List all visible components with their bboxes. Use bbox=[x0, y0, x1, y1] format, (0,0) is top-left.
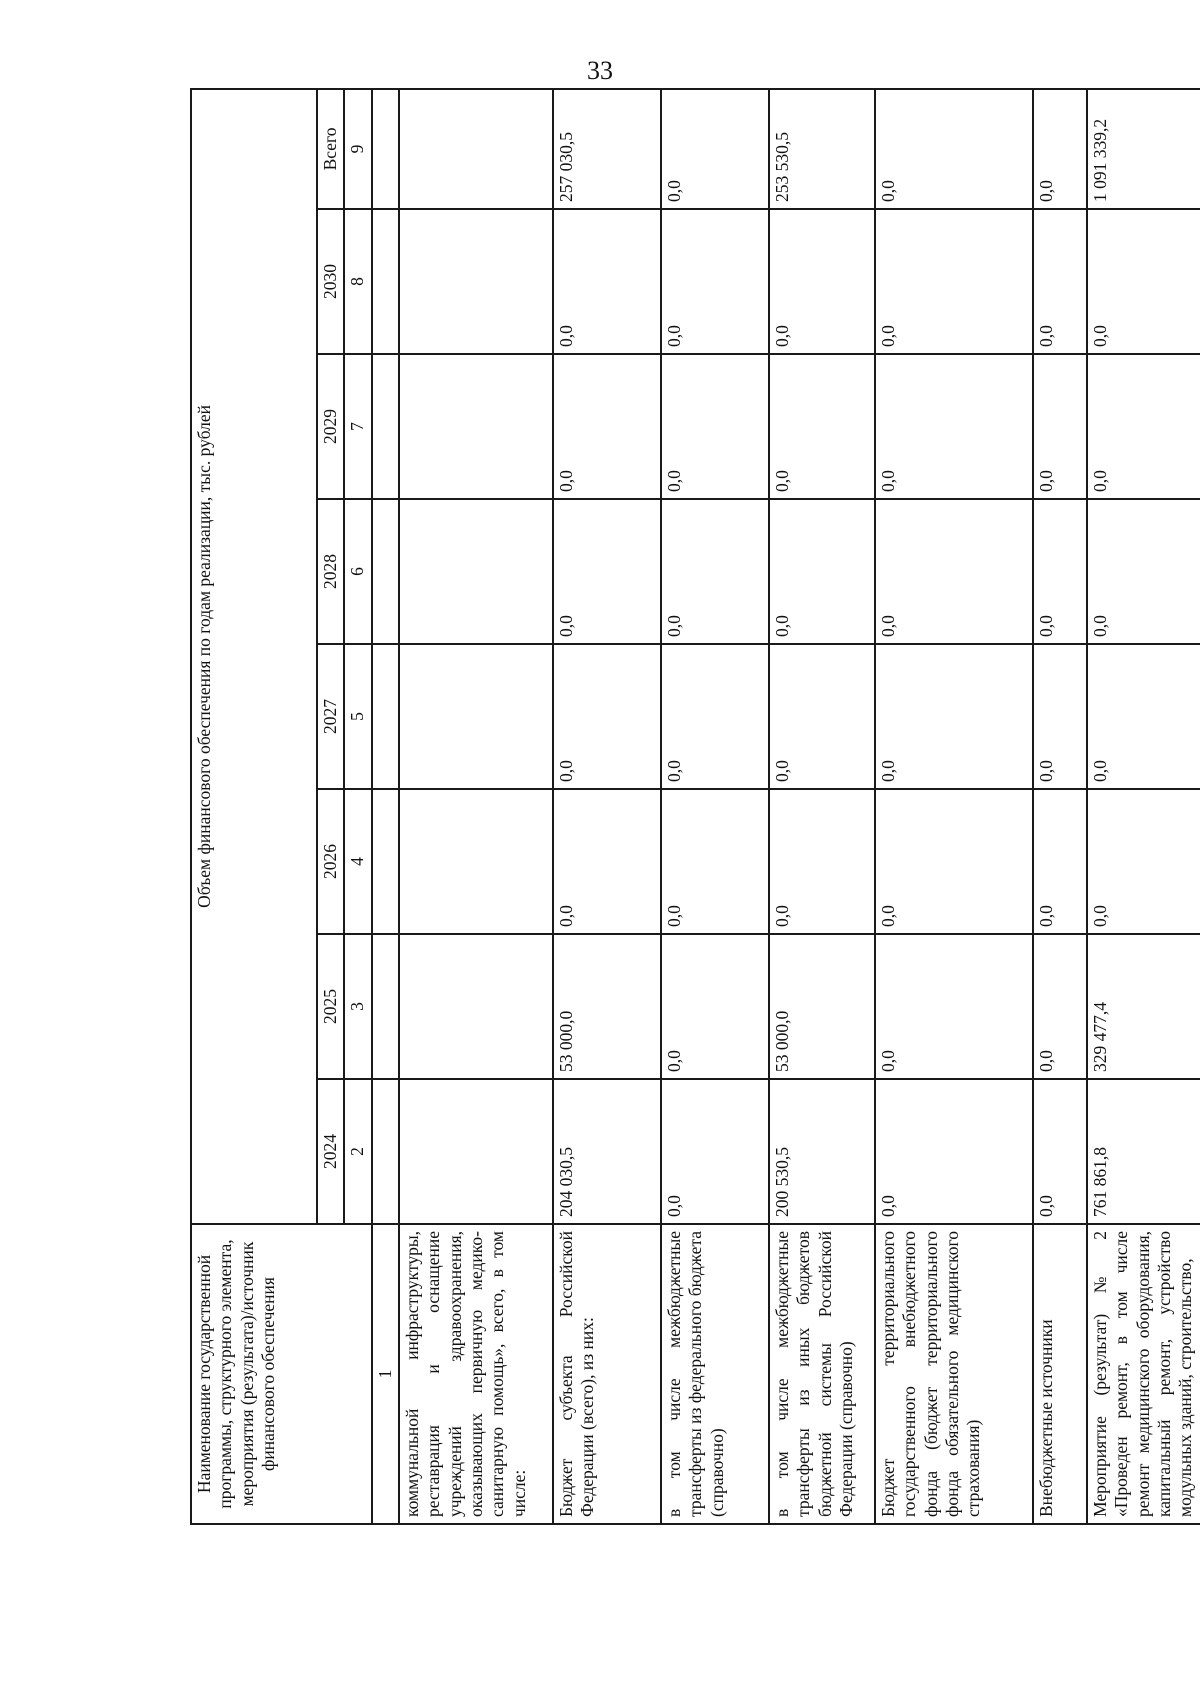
row-value: 0,0 bbox=[1033, 1079, 1087, 1224]
row-value: 0,0 bbox=[1087, 789, 1200, 934]
rotated-table-container bbox=[190, 118, 1196, 1525]
table-row bbox=[553, 89, 661, 1524]
header-main-cell: Объем финансового обеспечения по годам реализации, тыс. рублей bbox=[191, 89, 317, 1224]
row-total: 0,0 bbox=[661, 89, 769, 209]
row-value: 53 000,0 bbox=[553, 934, 661, 1079]
row-value: 0,0 bbox=[1033, 789, 1087, 934]
header-total: Всего bbox=[317, 89, 344, 209]
row-value: 0,0 bbox=[661, 1079, 769, 1224]
header-name-cell: Наименование государственной программы, структурного элемента, мероприятия (результата)/источник финансового обеспечения bbox=[191, 1224, 372, 1524]
table-row bbox=[1033, 89, 1087, 1524]
financing-table bbox=[190, 88, 1200, 1525]
row-value bbox=[399, 354, 553, 499]
row-value: 0,0 bbox=[769, 499, 875, 644]
row-value: 0,0 bbox=[769, 354, 875, 499]
row-value bbox=[399, 499, 553, 644]
header-year: 2030 bbox=[317, 209, 344, 354]
header-year: 2025 bbox=[317, 934, 344, 1079]
page-number: 33 bbox=[587, 56, 613, 85]
row-value bbox=[399, 789, 553, 934]
row-value bbox=[399, 1079, 553, 1224]
row-value: 0,0 bbox=[875, 934, 1033, 1079]
table-row bbox=[875, 89, 1033, 1524]
row-total: 253 530,5 bbox=[769, 89, 875, 209]
row-name: Мероприятие (результат) № 2 «Проведен ремонт, в том числе ремонт медицинского оборудования, капитальный ремонт, устройство модульных зданий, строительство, bbox=[1087, 1224, 1200, 1524]
column-number: 3 bbox=[344, 934, 371, 1079]
row-value: 204 030,5 bbox=[553, 1079, 661, 1224]
row-value: 0,0 bbox=[553, 209, 661, 354]
column-number: 6 bbox=[344, 499, 371, 644]
row-name: Бюджет территориального государственного внебюджетного фонда (бюджет территориального фонда обязательного медицинского страхования) bbox=[875, 1224, 1033, 1524]
column-number: 7 bbox=[344, 354, 371, 499]
row-value: 0,0 bbox=[553, 499, 661, 644]
row-value: 0,0 bbox=[1033, 499, 1087, 644]
row-total: 0,0 bbox=[875, 89, 1033, 209]
row-value: 0,0 bbox=[661, 499, 769, 644]
column-number: 1 bbox=[372, 1224, 399, 1524]
header-year: 2028 bbox=[317, 499, 344, 644]
row-value: 0,0 bbox=[1033, 354, 1087, 499]
header-year: 2029 bbox=[317, 354, 344, 499]
table-row bbox=[661, 89, 769, 1524]
column-number: 4 bbox=[344, 789, 371, 934]
header-year: 2024 bbox=[317, 1079, 344, 1224]
row-value: 0,0 bbox=[553, 644, 661, 789]
row-value: 0,0 bbox=[1087, 644, 1200, 789]
row-value: 0,0 bbox=[553, 354, 661, 499]
row-value: 0,0 bbox=[875, 644, 1033, 789]
row-name: в том числе межбюджетные трансферты из иных бюджетов бюджетной системы Российской Федерации (справочно) bbox=[769, 1224, 875, 1524]
row-total: 0,0 bbox=[1033, 89, 1087, 209]
row-value bbox=[399, 209, 553, 354]
header-year: 2026 bbox=[317, 789, 344, 934]
row-value: 761 861,8 bbox=[1087, 1079, 1200, 1224]
column-number: 9 bbox=[344, 89, 371, 209]
table-row bbox=[769, 89, 875, 1524]
row-value: 0,0 bbox=[1087, 209, 1200, 354]
header-year: 2027 bbox=[317, 644, 344, 789]
row-name: Бюджет субъекта Российской Федерации (всего), из них: bbox=[553, 1224, 661, 1524]
row-total bbox=[399, 89, 553, 209]
row-name: коммунальной инфраструктуры, реставрация и оснащение учреждений здравоохранения, оказывающих первичную медико-санитарную помощь», всего, в том числе: bbox=[399, 1224, 553, 1524]
row-value: 0,0 bbox=[769, 644, 875, 789]
row-value: 0,0 bbox=[661, 644, 769, 789]
row-value: 0,0 bbox=[661, 934, 769, 1079]
table-row bbox=[399, 89, 553, 1524]
row-value: 0,0 bbox=[661, 354, 769, 499]
row-value: 0,0 bbox=[1033, 644, 1087, 789]
row-value: 329 477,4 bbox=[1087, 934, 1200, 1079]
row-name: Внебюджетные источники bbox=[1033, 1224, 1087, 1524]
table-row bbox=[1087, 89, 1200, 1524]
row-value: 200 530,5 bbox=[769, 1079, 875, 1224]
row-value: 0,0 bbox=[661, 209, 769, 354]
row-value: 0,0 bbox=[875, 354, 1033, 499]
row-value: 53 000,0 bbox=[769, 934, 875, 1079]
row-value: 0,0 bbox=[1033, 209, 1087, 354]
row-total: 257 030,5 bbox=[553, 89, 661, 209]
row-value: 0,0 bbox=[1087, 354, 1200, 499]
row-value: 0,0 bbox=[875, 1079, 1033, 1224]
row-value: 0,0 bbox=[769, 789, 875, 934]
column-number: 5 bbox=[344, 644, 371, 789]
row-value: 0,0 bbox=[1033, 934, 1087, 1079]
row-value: 0,0 bbox=[661, 789, 769, 934]
row-value bbox=[399, 644, 553, 789]
row-value: 0,0 bbox=[769, 209, 875, 354]
column-number: 2 bbox=[344, 1079, 371, 1224]
row-value: 0,0 bbox=[1087, 499, 1200, 644]
row-total: 1 091 339,2 bbox=[1087, 89, 1200, 209]
row-value bbox=[399, 934, 553, 1079]
row-value: 0,0 bbox=[875, 789, 1033, 934]
row-value: 0,0 bbox=[553, 789, 661, 934]
row-value: 0,0 bbox=[875, 499, 1033, 644]
row-value: 0,0 bbox=[875, 209, 1033, 354]
row-name: в том числе межбюджетные трансферты из федерального бюджета (справочно) bbox=[661, 1224, 769, 1524]
column-number: 8 bbox=[344, 209, 371, 354]
